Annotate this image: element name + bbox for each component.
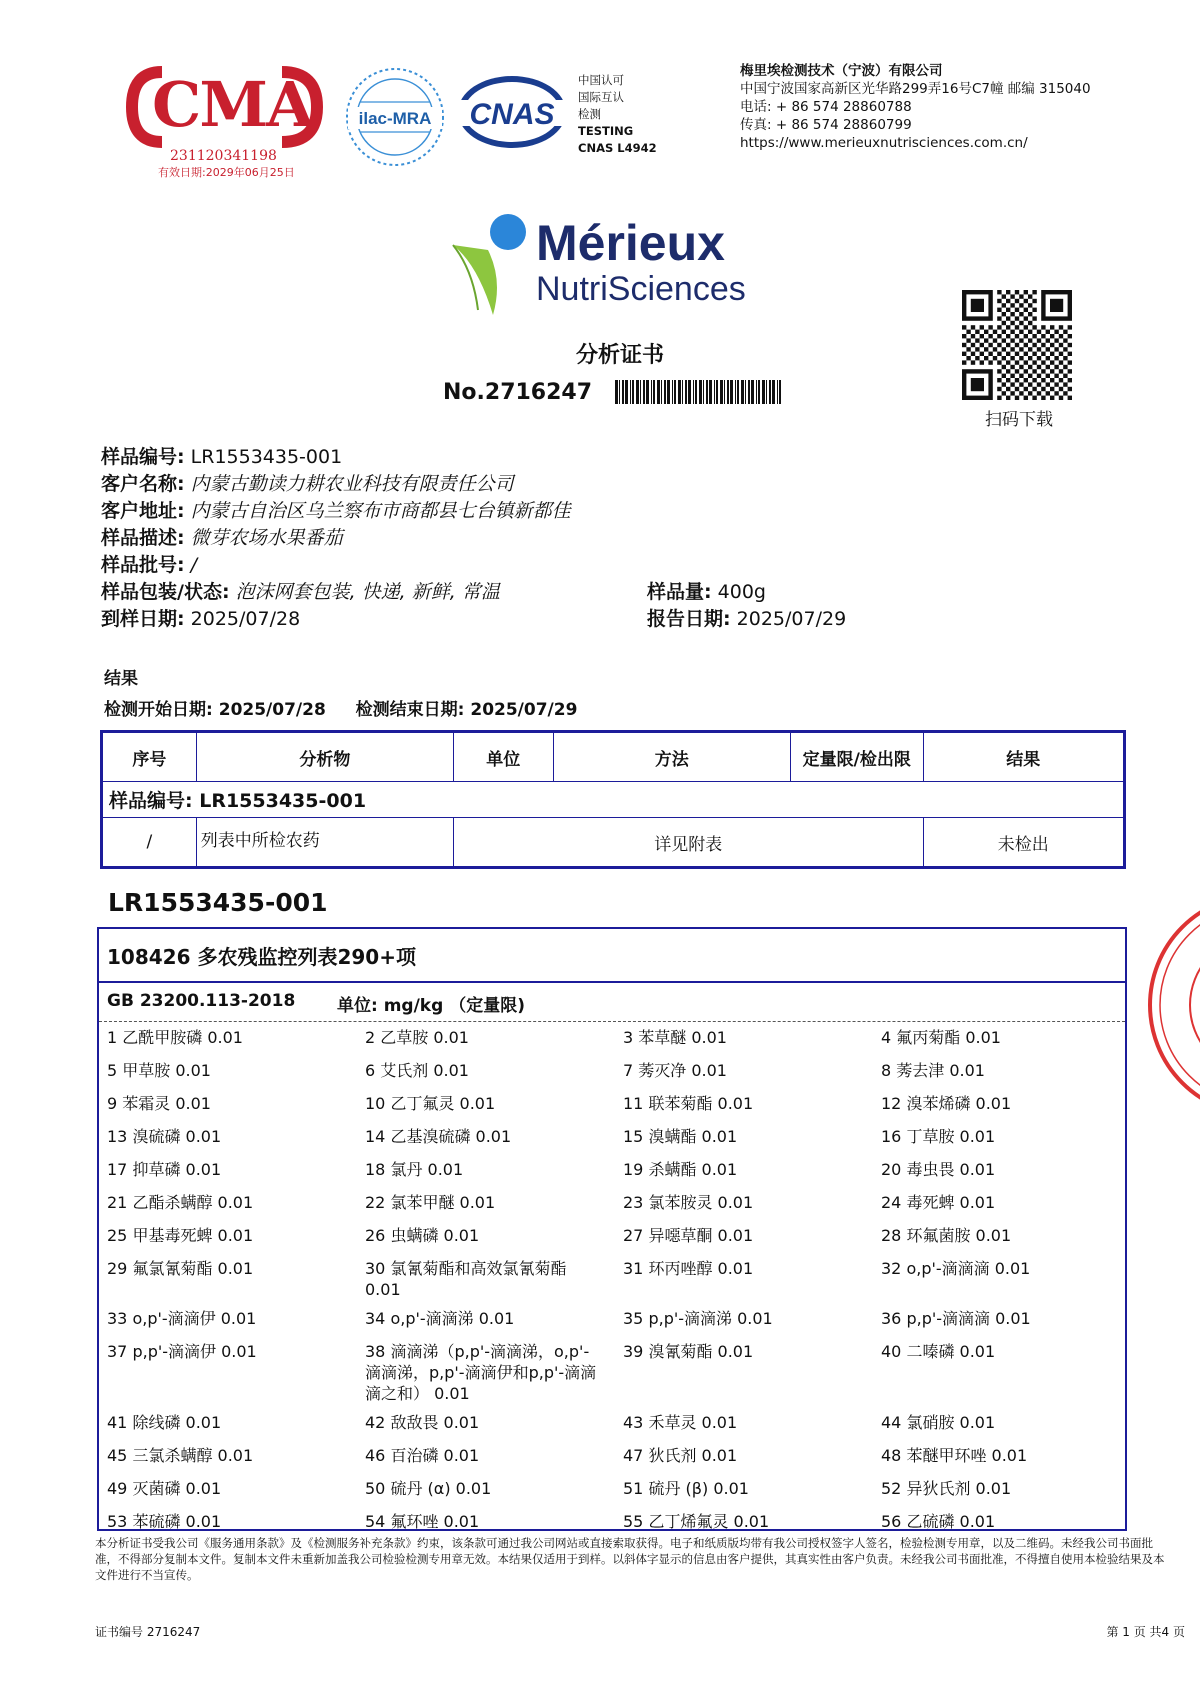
col-header: 定量限/检出限 xyxy=(790,732,923,782)
pesticide-item: 51 硫丹 (β) 0.01 xyxy=(623,1479,749,1498)
pesticide-item: 36 p,p'-滴滴滴 0.01 xyxy=(881,1309,1031,1328)
pesticide-item: 42 敌敌畏 0.01 xyxy=(365,1413,480,1432)
pesticide-item: 45 三氯杀螨醇 0.01 xyxy=(107,1446,254,1465)
cnas-line: 检测 xyxy=(578,107,601,121)
row-no: / xyxy=(102,818,197,868)
cma-logo xyxy=(122,62,327,182)
pesticide-item: 40 二嗪磷 0.01 xyxy=(881,1342,996,1361)
list-unit: 单位: mg/kg （定量限) xyxy=(337,996,525,1016)
pesticide-item: 38 滴滴涕（p,p'-滴滴涕，o,p'-滴滴涕，p,p'-滴滴伊和p,p'-滴滴滴之和） 0.01 xyxy=(365,1342,597,1403)
pesticide-item: 26 虫螨磷 0.01 xyxy=(365,1226,480,1245)
pesticide-item: 48 苯醚甲环唑 0.01 xyxy=(881,1446,1028,1465)
cnas-line: 中国认可 xyxy=(578,73,624,87)
brand-subname: NutriSciences xyxy=(536,270,746,308)
list-standard: GB 23200.113-2018 xyxy=(107,991,296,1011)
qr-code[interactable] xyxy=(962,290,1076,400)
cnas-side-text xyxy=(578,72,668,157)
pesticide-item: 34 o,p'-滴滴涕 0.01 xyxy=(365,1309,515,1328)
ilac-mra-logo xyxy=(340,62,450,172)
footer-page: 第 1 页 共4 页 xyxy=(1106,1625,1185,1639)
cma-valid-date: 有效日期:2029年06月25日 xyxy=(158,166,295,179)
sample-info-left xyxy=(101,444,571,633)
certificate-title: 分析证书 xyxy=(575,343,664,368)
qr-label: 扫码下载 xyxy=(985,410,1053,430)
package-label: 样品包装/状态: xyxy=(101,581,230,603)
pesticide-item: 17 抑草磷 0.01 xyxy=(107,1160,222,1179)
pesticide-item: 30 氯氰菊酯和高效氯氰菊酯 0.01 xyxy=(365,1259,567,1299)
batch-label: 样品批号: xyxy=(101,554,185,576)
company-seal xyxy=(1140,890,1200,1120)
cnas-logo xyxy=(455,72,570,152)
sample-info-right xyxy=(647,579,846,633)
cma-number: 231120341198 xyxy=(170,148,277,164)
pesticide-list xyxy=(97,927,1127,1531)
pesticide-item: 15 溴螨酯 0.01 xyxy=(623,1127,738,1146)
pesticide-item: 12 溴苯烯磷 0.01 xyxy=(881,1094,1012,1113)
cnas-line: 国际互认 xyxy=(578,90,624,104)
sample-id-label: 样品编号: xyxy=(101,446,185,468)
pesticide-item: 37 p,p'-滴滴伊 0.01 xyxy=(107,1342,257,1361)
table-row xyxy=(102,818,1125,868)
pesticide-item: 50 硫丹 (α) 0.01 xyxy=(365,1479,492,1498)
sample-desc-label: 样品描述: xyxy=(101,527,185,549)
pesticide-item: 27 异噁草酮 0.01 xyxy=(623,1226,754,1245)
pesticide-item: 29 氟氯氰菊酯 0.01 xyxy=(107,1259,254,1278)
col-header: 结果 xyxy=(923,732,1124,782)
dashed-divider xyxy=(99,1021,1125,1022)
pesticide-item: 4 氟丙菊酯 0.01 xyxy=(881,1028,1001,1047)
cnas-line: TESTING xyxy=(578,124,634,138)
pesticide-item: 43 禾草灵 0.01 xyxy=(623,1413,738,1432)
quantity-value: 400g xyxy=(717,581,766,603)
footer-note: 本分析证书受我公司《服务通用条款》及《检测服务补充条款》约束，该条款可通过我公司网站或直接索取获得。电子和纸质版均带有我公司授权签字人签名，检验检测专用章，以及二维码。未经我公司书面批准，不得部分复制本文件。复制本文件未重新加盖我公司检验检测专用章无效。本结果仅适用于到样。以斜体字显示的信息由客户提供，其真实性由客户负责。未经我公司书面批准，不得擅自使用本检验结果及本文件进行不当宣传。 xyxy=(95,1536,1165,1582)
divider xyxy=(99,981,1125,983)
start-date: 2025/07/28 xyxy=(218,700,326,720)
pesticide-item: 39 溴氰菊酯 0.01 xyxy=(623,1342,754,1361)
sample-subheader-row xyxy=(102,782,1125,818)
pesticide-item: 22 氯苯甲醚 0.01 xyxy=(365,1193,496,1212)
client-label: 客户名称: xyxy=(101,473,185,495)
pesticide-item: 24 毒死蜱 0.01 xyxy=(881,1193,996,1212)
company-address: 中国宁波国家高新区光华路299弄16号C7幢 邮编 315040 xyxy=(740,81,1091,97)
arrive-date: 2025/07/28 xyxy=(190,608,301,630)
company-fax: 传真: + 86 574 28860799 xyxy=(740,117,912,133)
certificate-number: No.2716247 xyxy=(443,380,593,405)
pesticide-item: 47 狄氏剂 0.01 xyxy=(623,1446,738,1465)
col-header: 分析物 xyxy=(196,732,453,782)
pesticide-item: 5 甲草胺 0.01 xyxy=(107,1061,211,1080)
pesticide-item: 28 环氟菌胺 0.01 xyxy=(881,1226,1012,1245)
pesticide-item: 53 苯硫磷 0.01 xyxy=(107,1512,222,1531)
barcode xyxy=(615,380,785,404)
pesticide-item: 49 灭菌磷 0.01 xyxy=(107,1479,222,1498)
sample-subheader: 样品编号: LR1553435-001 xyxy=(102,782,1125,818)
company-phone: 电话: + 86 574 28860788 xyxy=(740,99,912,115)
company-name: 梅里埃检测技术（宁波）有限公司 xyxy=(740,63,943,79)
pesticide-item: 41 除线磷 0.01 xyxy=(107,1413,222,1432)
sample-desc: 微芽农场水果番茄 xyxy=(190,527,343,549)
batch-value: / xyxy=(190,554,198,576)
package-value: 泡沫网套包装, 快递, 新鲜, 常温 xyxy=(235,581,500,603)
cma-text: CMA xyxy=(152,68,313,141)
col-header: 单位 xyxy=(453,732,553,782)
pesticide-item: 18 氯丹 0.01 xyxy=(365,1160,464,1179)
pesticide-item: 11 联苯菊酯 0.01 xyxy=(623,1094,754,1113)
company-website[interactable]: https://www.merieuxnutrisciences.com.cn/ xyxy=(740,135,1028,151)
pesticide-item: 16 丁草胺 0.01 xyxy=(881,1127,996,1146)
report-date-label: 报告日期: xyxy=(647,608,731,630)
pesticide-item: 52 异狄氏剂 0.01 xyxy=(881,1479,1012,1498)
pesticide-item: 21 乙酯杀螨醇 0.01 xyxy=(107,1193,254,1212)
pesticide-item: 46 百治磷 0.01 xyxy=(365,1446,480,1465)
pesticide-item: 13 溴硫磷 0.01 xyxy=(107,1127,222,1146)
pesticide-item: 54 氟环唑 0.01 xyxy=(365,1512,480,1531)
brand-name: Mérieux xyxy=(536,215,725,271)
pesticide-item: 14 乙基溴硫磷 0.01 xyxy=(365,1127,512,1146)
client-name: 内蒙古勤读力耕农业科技有限责任公司 xyxy=(190,473,514,495)
pesticide-item: 19 杀螨酯 0.01 xyxy=(623,1160,738,1179)
footer-cert-no: 证书编号 2716247 xyxy=(95,1625,201,1639)
list-title: 108426 多农残监控列表290+项 xyxy=(107,945,416,969)
pesticide-item: 23 氯苯胺灵 0.01 xyxy=(623,1193,754,1212)
pesticide-item: 2 乙草胺 0.01 xyxy=(365,1028,469,1047)
pesticide-item: 32 o,p'-滴滴滴 0.01 xyxy=(881,1259,1031,1278)
pesticide-item: 1 乙酰甲胺磷 0.01 xyxy=(107,1028,243,1047)
pesticide-item: 35 p,p'-滴滴涕 0.01 xyxy=(623,1309,773,1328)
pesticide-item: 31 环丙唑醇 0.01 xyxy=(623,1259,754,1278)
row-result: 未检出 xyxy=(923,818,1124,868)
list-sample-id: LR1553435-001 xyxy=(108,888,328,917)
pesticide-item: 55 乙丁烯氟灵 0.01 xyxy=(623,1512,770,1531)
table-header-row xyxy=(102,732,1125,782)
ilac-text: ilac-MRA xyxy=(358,109,432,128)
pesticide-item: 25 甲基毒死蜱 0.01 xyxy=(107,1226,254,1245)
start-date-label: 检测开始日期: xyxy=(104,700,213,720)
client-address-label: 客户地址: xyxy=(101,500,185,522)
pesticide-item: 10 乙丁氟灵 0.01 xyxy=(365,1094,496,1113)
report-date: 2025/07/29 xyxy=(736,608,847,630)
results-heading: 结果 xyxy=(104,669,138,689)
col-header: 序号 xyxy=(102,732,197,782)
client-address: 内蒙古自治区乌兰察布市商都县七台镇新都佳 xyxy=(190,500,571,522)
merieux-logo xyxy=(448,210,748,315)
cnas-line: CNAS L4942 xyxy=(578,141,657,155)
pesticide-item: 56 乙硫磷 0.01 xyxy=(881,1512,996,1531)
row-method: 详见附表 xyxy=(453,818,923,868)
company-info xyxy=(740,62,1180,152)
cnas-text: CNAS xyxy=(469,98,555,131)
pesticide-item: 33 o,p'-滴滴伊 0.01 xyxy=(107,1309,257,1328)
end-date: 2025/07/29 xyxy=(470,700,578,720)
sample-id: LR1553435-001 xyxy=(190,446,343,468)
arrive-date-label: 到样日期: xyxy=(101,608,185,630)
pesticide-item: 3 苯草醚 0.01 xyxy=(623,1028,727,1047)
pesticide-item: 6 艾氏剂 0.01 xyxy=(365,1061,469,1080)
quantity-label: 样品量: xyxy=(647,581,712,603)
pesticide-item: 8 莠去津 0.01 xyxy=(881,1061,985,1080)
test-dates xyxy=(104,695,577,720)
pesticide-item: 44 氯硝胺 0.01 xyxy=(881,1413,996,1432)
col-header: 方法 xyxy=(553,732,790,782)
pesticide-item: 20 毒虫畏 0.01 xyxy=(881,1160,996,1179)
end-date-label: 检测结束日期: xyxy=(355,700,465,720)
results-table xyxy=(100,730,1126,869)
pesticide-item: 7 莠灭净 0.01 xyxy=(623,1061,727,1080)
row-analyte: 列表中所检农药 xyxy=(196,818,453,868)
pesticide-item: 9 苯霜灵 0.01 xyxy=(107,1094,211,1113)
